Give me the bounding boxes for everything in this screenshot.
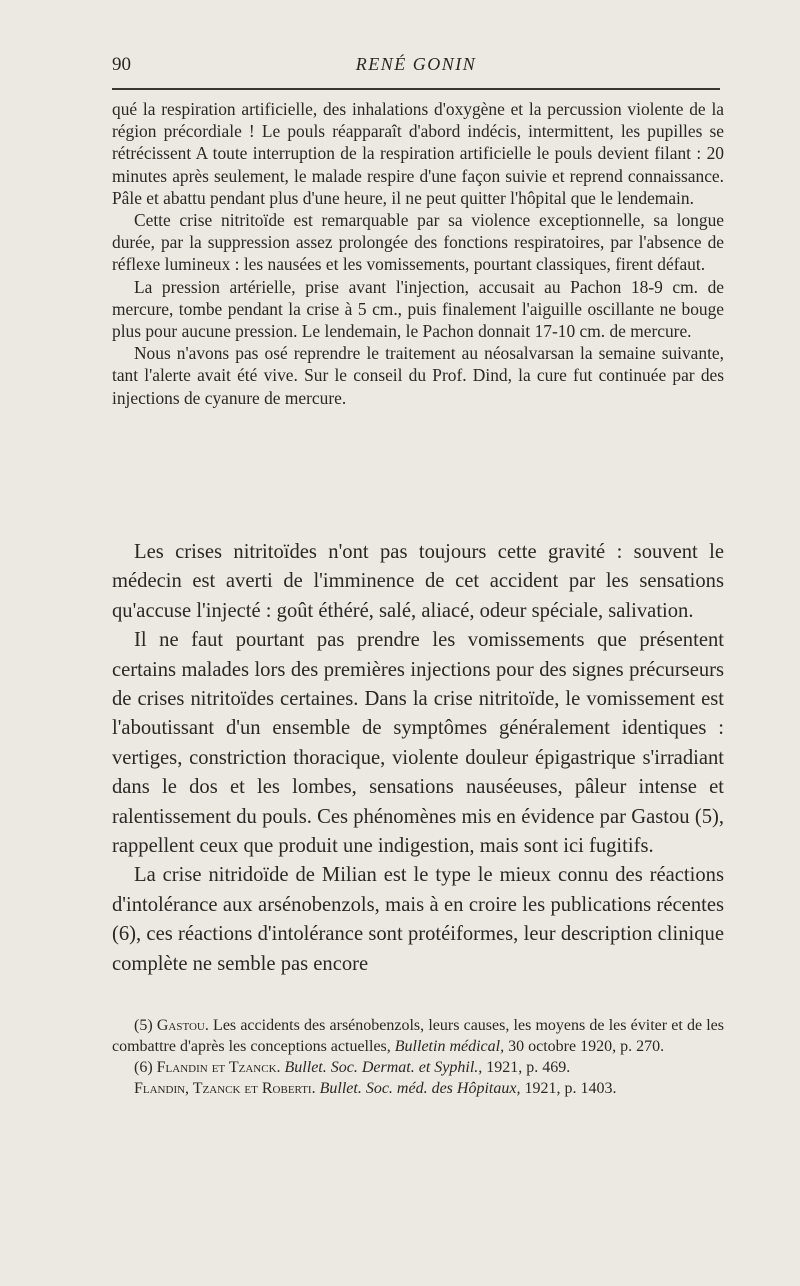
page-header — [112, 54, 720, 82]
footnote-6b — [112, 1078, 724, 1099]
paragraph: La pression artérielle, prise avant l'injection, accusait au Pachon 18-9 cm. de mercure, tombe pendant la crise à 5 cm., puis finalement l'aiguille oscillante ne bouge plus pour aucune pression. Le lendemain, le Pachon donnait 17-10 cm. de mercure. — [112, 276, 724, 342]
footnote-marker: (6) — [134, 1059, 153, 1076]
footnote-text: Les accidents des arsénobenzols, leurs causes, les moyens de les éviter et de les combattre d'après les conceptions actuelles, — [112, 1017, 725, 1055]
footnote-author: Flandin, Tzanck et Roberti. — [134, 1080, 316, 1097]
footnote-journal: Bulletin médical, — [394, 1038, 505, 1055]
footnote-tail: 1921, p. 469. — [482, 1059, 571, 1076]
paragraph: Il ne faut pourtant pas prendre les vomissements que présentent certains malades lors des premières injections pour des signes précurseurs de crises nitritoïdes certaines. Dans la crise nitritoïde, le vomissement est l'aboutissant d'un ensemble de symptômes généralement identiques : vertiges, constriction thoracique, violente douleur épigastrique s'irradiant dans le dos et les lombes, sensations nauséeuses, pâleur intense et ralentissement du pouls. Ces phénomènes mis en évidence par Gastou (5), rappellent ceux que produit une indigestion, mais sont ici fugitifs. — [112, 629, 724, 858]
paragraph: La crise nitridoïde de Milian est le type le mieux connu des réactions d'intolérance aux arsénobenzols, mais à en croire les publications récentes (6), ces réactions d'intolérance sont protéiformes, leur description clinique complète ne semble pas encore — [112, 864, 724, 975]
footnote-marker: (5) — [134, 1017, 153, 1034]
footnote-6 — [112, 1057, 724, 1078]
running-head: RENÉ GONIN — [355, 54, 477, 74]
footnote-author: Gastou. — [156, 1017, 209, 1034]
paragraph: Cette crise nitritoïde est remarquable par sa violence exceptionnelle, sa longue durée, par la suppression assez prolongée des fonctions respiratoires, par l'absence de réflexe lumineux : les nausées et les vomissements, pourtant classiques, firent défaut. — [112, 210, 724, 275]
paragraph: Nous n'avons pas osé reprendre le traitement au néosalvarsan la semaine suivante, tant l'alerte avait été vive. Sur le conseil du Prof. Dind, la cure fut continuée par des injections de cyanure de mercure. — [112, 343, 724, 408]
case-report-text — [112, 98, 724, 409]
footnote-tail: 1921, p. 1403. — [520, 1080, 617, 1097]
main-text — [112, 538, 724, 979]
footnote-5 — [112, 1015, 724, 1057]
page-number: 90 — [112, 54, 131, 75]
footnotes — [112, 1015, 724, 1099]
footnote-journal: Bullet. Soc. méd. des Hôpitaux, — [319, 1080, 521, 1097]
header-rule — [112, 88, 720, 90]
footnote-journal: Bullet. Soc. Dermat. et Syphil., — [284, 1059, 483, 1076]
footnote-author: Flandin et Tzanck. — [156, 1059, 281, 1076]
paragraph: Les crises nitritoïdes n'ont pas toujours cette gravité : souvent le médecin est averti de l'imminence de cet accident par les sensations qu'accuse l'injecté : goût éthéré, salé, aliacé, odeur spéciale, salivation. — [112, 541, 724, 622]
paragraph: qué la respiration artificielle, des inhalations d'oxygène et la percussion violente de la région précordiale ! Le pouls réapparaît d'abord indécis, intermittent, les pupilles se rétrécissent A toute interruption de la respiration artificielle le pouls devient filant : 20 minutes après seulement, le malade respire d'une façon suivie et reprend connaissance. Pâle et abattu pendant plus d'une heure, il ne peut quitter l'hôpital que le lendemain. — [112, 99, 724, 208]
footnote-tail: 30 octobre 1920, p. 270. — [504, 1038, 665, 1055]
